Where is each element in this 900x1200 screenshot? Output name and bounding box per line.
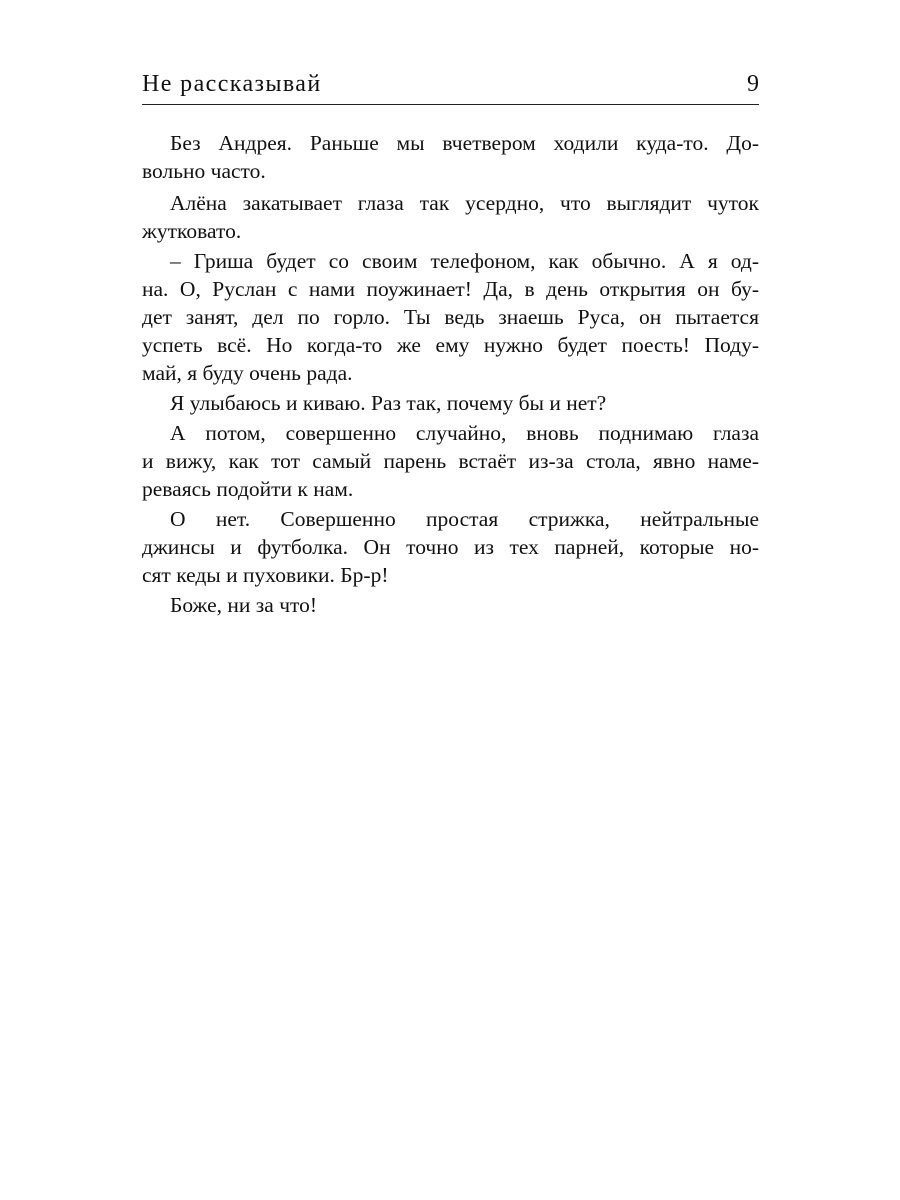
- text-line: дет занят, дел по горло. Ты ведь знаешь Руса, он пытается: [142, 305, 759, 329]
- text-line: успеть всё. Но когда-то же ему нужно будет поесть! Поду-: [142, 333, 759, 357]
- text-line: реваясь подойти к нам.: [142, 477, 354, 501]
- running-head: [142, 68, 759, 102]
- text-line: сят кеды и пуховики. Бр-р!: [142, 563, 389, 587]
- text-line: Без Андрея. Раньше мы вчетвером ходили куда-то. До-: [170, 131, 759, 155]
- header-rule: [142, 104, 759, 105]
- text-line: – Гриша будет со своим телефоном, как обычно. А я од-: [170, 249, 759, 273]
- text-line: Я улыбаюсь и киваю. Раз так, почему бы и нет?: [170, 391, 607, 415]
- text-line: Алёна закатывает глаза так усердно, что выглядит чуток: [170, 191, 759, 215]
- text-line: О нет. Совершенно простая стрижка, нейтральные: [170, 507, 759, 531]
- text-line: и вижу, как тот самый парень встаёт из-за стола, явно наме-: [142, 449, 759, 473]
- text-line: Боже, ни за что!: [170, 593, 318, 617]
- text-line: май, я буду очень рада.: [142, 361, 353, 385]
- text-line: А потом, совершенно случайно, вновь поднимаю глаза: [170, 421, 759, 445]
- text-line: вольно часто.: [142, 159, 266, 183]
- text-line: джинсы и футболка. Он точно из тех парней, которые но-: [142, 535, 759, 559]
- text-line: жутковато.: [142, 219, 242, 243]
- running-title: Не рассказывай: [142, 71, 322, 97]
- text-line: на. О, Руслан с нами поужинает! Да, в день открытия он бу-: [142, 277, 759, 301]
- page-number: 9: [747, 71, 759, 97]
